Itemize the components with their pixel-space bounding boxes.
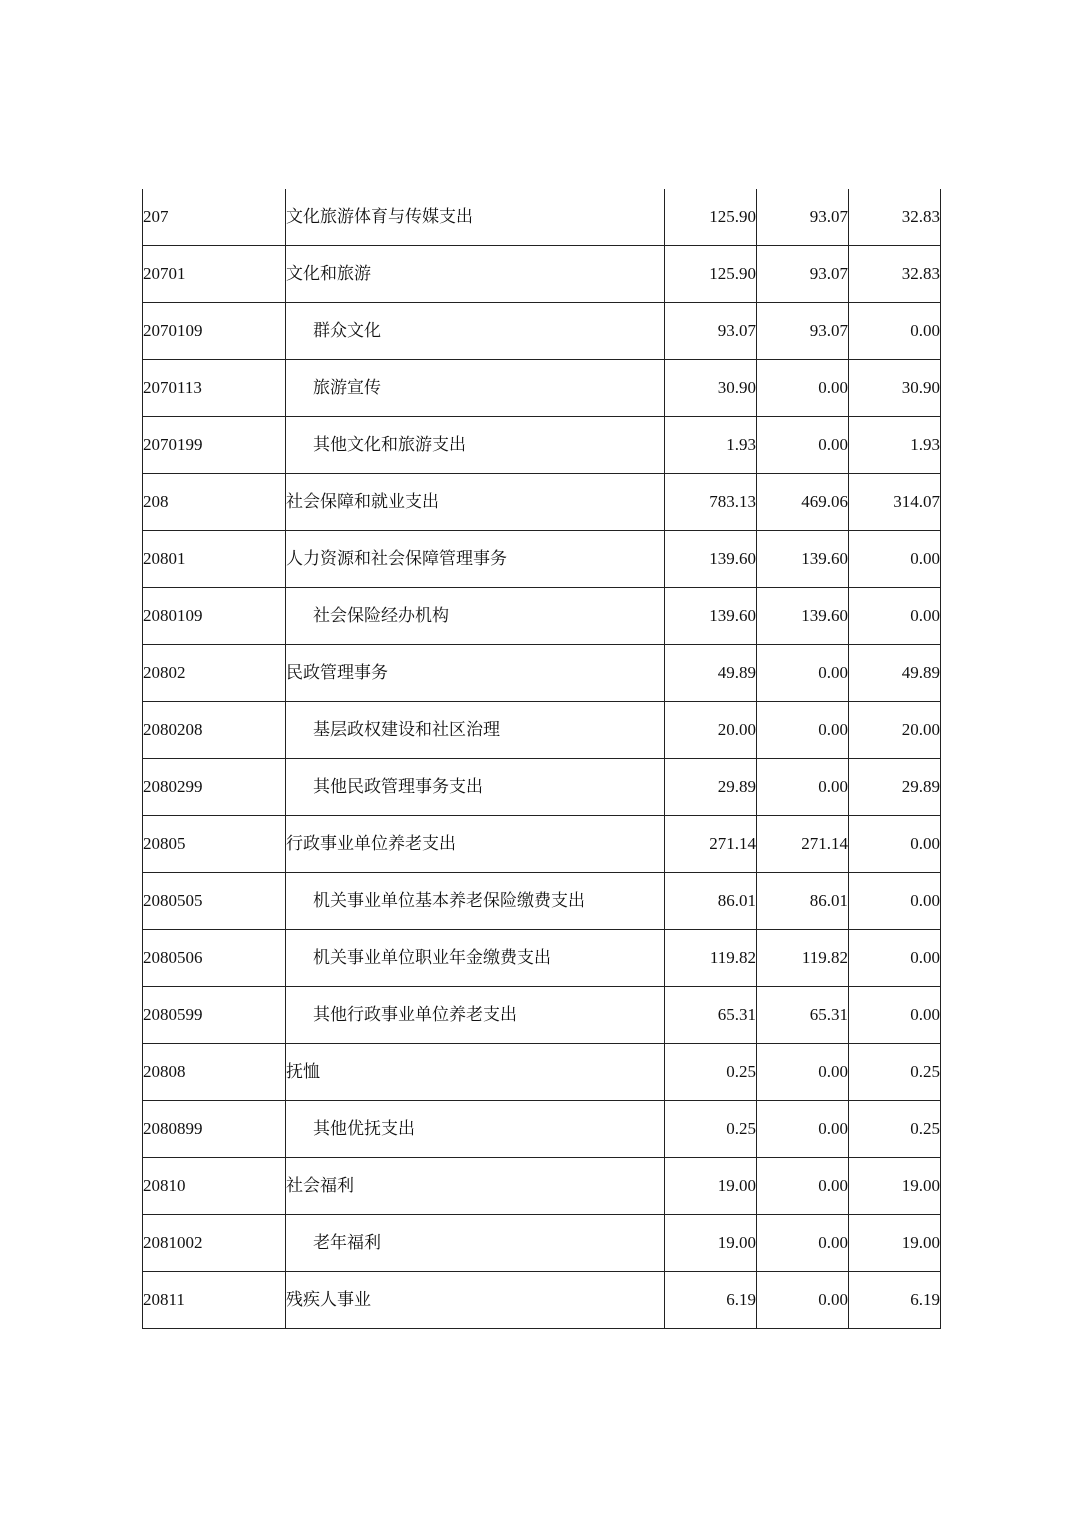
subject-name: 文化旅游体育与传媒支出 [286, 189, 665, 246]
subject-name: 旅游宣传 [286, 360, 665, 417]
project-expenditure: 6.19 [849, 1272, 941, 1329]
total-amount: 0.25 [665, 1101, 757, 1158]
basic-expenditure: 86.01 [757, 873, 849, 930]
project-expenditure: 49.89 [849, 645, 941, 702]
subject-code: 2070113 [143, 360, 286, 417]
table-row [143, 303, 941, 360]
basic-expenditure: 0.00 [757, 645, 849, 702]
total-amount: 19.00 [665, 1158, 757, 1215]
table-row [143, 417, 941, 474]
table-row [143, 531, 941, 588]
table-row [143, 360, 941, 417]
basic-expenditure: 93.07 [757, 189, 849, 246]
project-expenditure: 0.00 [849, 930, 941, 987]
table-row [143, 588, 941, 645]
project-expenditure: 0.00 [849, 816, 941, 873]
basic-expenditure: 65.31 [757, 987, 849, 1044]
subject-name: 社会保障和就业支出 [286, 474, 665, 531]
basic-expenditure: 0.00 [757, 1044, 849, 1101]
basic-expenditure: 0.00 [757, 360, 849, 417]
subject-name: 群众文化 [286, 303, 665, 360]
subject-code: 2070199 [143, 417, 286, 474]
subject-code: 20811 [143, 1272, 286, 1329]
project-expenditure: 29.89 [849, 759, 941, 816]
basic-expenditure: 0.00 [757, 1101, 849, 1158]
total-amount: 139.60 [665, 531, 757, 588]
basic-expenditure: 0.00 [757, 1158, 849, 1215]
total-amount: 783.13 [665, 474, 757, 531]
subject-name: 社会保险经办机构 [286, 588, 665, 645]
subject-name: 文化和旅游 [286, 246, 665, 303]
project-expenditure: 314.07 [849, 474, 941, 531]
total-amount: 271.14 [665, 816, 757, 873]
subject-name: 残疾人事业 [286, 1272, 665, 1329]
subject-name: 其他优抚支出 [286, 1101, 665, 1158]
basic-expenditure: 139.60 [757, 531, 849, 588]
table-row [143, 1158, 941, 1215]
project-expenditure: 19.00 [849, 1215, 941, 1272]
basic-expenditure: 0.00 [757, 759, 849, 816]
subject-name: 人力资源和社会保障管理事务 [286, 531, 665, 588]
subject-code: 207 [143, 189, 286, 246]
project-expenditure: 0.00 [849, 588, 941, 645]
project-expenditure: 30.90 [849, 360, 941, 417]
subject-code: 20701 [143, 246, 286, 303]
total-amount: 93.07 [665, 303, 757, 360]
project-expenditure: 1.93 [849, 417, 941, 474]
subject-code: 2081002 [143, 1215, 286, 1272]
total-amount: 19.00 [665, 1215, 757, 1272]
subject-code: 2080505 [143, 873, 286, 930]
subject-name: 机关事业单位基本养老保险缴费支出 [286, 873, 665, 930]
table-row [143, 987, 941, 1044]
total-amount: 49.89 [665, 645, 757, 702]
basic-expenditure: 0.00 [757, 417, 849, 474]
table-row [143, 702, 941, 759]
table-row [143, 759, 941, 816]
project-expenditure: 0.00 [849, 531, 941, 588]
subject-name: 民政管理事务 [286, 645, 665, 702]
subject-code: 20808 [143, 1044, 286, 1101]
subject-code: 2080506 [143, 930, 286, 987]
table-row [143, 1101, 941, 1158]
table-row [143, 1044, 941, 1101]
project-expenditure: 20.00 [849, 702, 941, 759]
total-amount: 125.90 [665, 246, 757, 303]
total-amount: 119.82 [665, 930, 757, 987]
basic-expenditure: 119.82 [757, 930, 849, 987]
table-row [143, 474, 941, 531]
subject-code: 2080899 [143, 1101, 286, 1158]
total-amount: 139.60 [665, 588, 757, 645]
subject-name: 社会福利 [286, 1158, 665, 1215]
table-row [143, 930, 941, 987]
subject-code: 20801 [143, 531, 286, 588]
subject-name: 其他文化和旅游支出 [286, 417, 665, 474]
total-amount: 86.01 [665, 873, 757, 930]
subject-code: 2080299 [143, 759, 286, 816]
subject-name: 其他行政事业单位养老支出 [286, 987, 665, 1044]
total-amount: 125.90 [665, 189, 757, 246]
basic-expenditure: 93.07 [757, 303, 849, 360]
table-row [143, 645, 941, 702]
total-amount: 65.31 [665, 987, 757, 1044]
subject-code: 2080208 [143, 702, 286, 759]
basic-expenditure: 139.60 [757, 588, 849, 645]
total-amount: 29.89 [665, 759, 757, 816]
project-expenditure: 0.00 [849, 987, 941, 1044]
total-amount: 30.90 [665, 360, 757, 417]
project-expenditure: 0.00 [849, 303, 941, 360]
project-expenditure: 19.00 [849, 1158, 941, 1215]
table-row [143, 1215, 941, 1272]
basic-expenditure: 469.06 [757, 474, 849, 531]
total-amount: 20.00 [665, 702, 757, 759]
table-row [143, 873, 941, 930]
subject-code: 2080599 [143, 987, 286, 1044]
table-row [143, 816, 941, 873]
subject-name: 机关事业单位职业年金缴费支出 [286, 930, 665, 987]
subject-name: 其他民政管理事务支出 [286, 759, 665, 816]
budget-expenditure-table [142, 189, 941, 1329]
project-expenditure: 0.00 [849, 873, 941, 930]
total-amount: 0.25 [665, 1044, 757, 1101]
subject-name: 老年福利 [286, 1215, 665, 1272]
table-row [143, 189, 941, 246]
total-amount: 1.93 [665, 417, 757, 474]
subject-code: 2070109 [143, 303, 286, 360]
project-expenditure: 32.83 [849, 189, 941, 246]
basic-expenditure: 0.00 [757, 1215, 849, 1272]
subject-code: 20810 [143, 1158, 286, 1215]
total-amount: 6.19 [665, 1272, 757, 1329]
subject-name: 行政事业单位养老支出 [286, 816, 665, 873]
subject-name: 抚恤 [286, 1044, 665, 1101]
basic-expenditure: 93.07 [757, 246, 849, 303]
basic-expenditure: 0.00 [757, 702, 849, 759]
table-row [143, 1272, 941, 1329]
basic-expenditure: 271.14 [757, 816, 849, 873]
subject-name: 基层政权建设和社区治理 [286, 702, 665, 759]
subject-code: 20805 [143, 816, 286, 873]
table-row [143, 246, 941, 303]
project-expenditure: 32.83 [849, 246, 941, 303]
subject-code: 208 [143, 474, 286, 531]
subject-code: 20802 [143, 645, 286, 702]
project-expenditure: 0.25 [849, 1044, 941, 1101]
subject-code: 2080109 [143, 588, 286, 645]
basic-expenditure: 0.00 [757, 1272, 849, 1329]
project-expenditure: 0.25 [849, 1101, 941, 1158]
